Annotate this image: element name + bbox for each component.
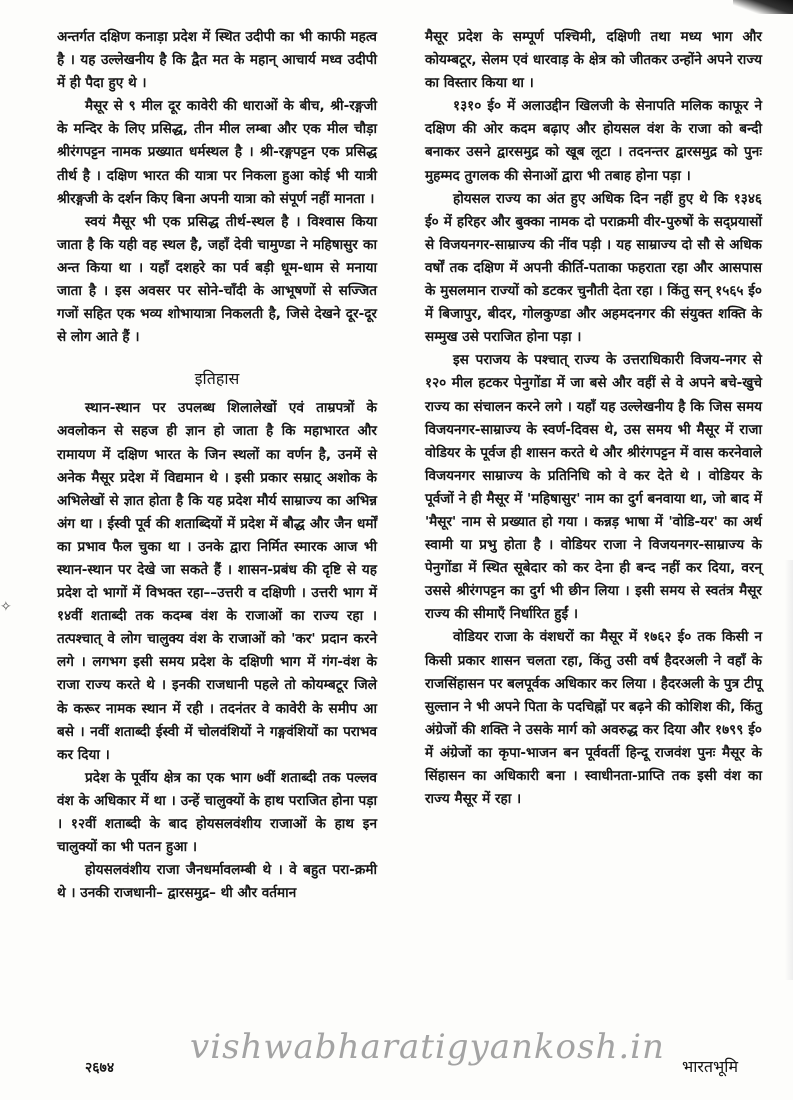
paragraph: अन्तर्गत दक्षिण कनाड़ा प्रदेश में स्थित उदीपी का भी काफी महत्व है । यह उल्लेखनीय है कि द्वैत मत के महान् आचार्य मध्व उदीपी में ही पैदा हुए थे । — [57, 29, 377, 92]
paragraph: मैसूर से ९ मील दूर कावेरी की धाराओं के बीच, श्री-रङ्गजी के मन्दिर के लिए प्रसिद्ध, तीन मील लम्बा और एक मील चौड़ा श्रीरंगपट्टन नामक प्रख्यात धर्मस्थल है । श्री-रङ्गपट्टन एक प्रसिद्ध तीर्थ है । दक्षिण भारत की यात्रा पर निकला हुआ कोई भी यात्री श्रीरङ्गजी के दर्शन किए बिना अपनी यात्रा को संपूर्ण नहीं मानता । — [57, 98, 377, 207]
left-column — [57, 26, 377, 905]
section-heading: इतिहास — [194, 369, 240, 389]
scan-corner-shadow — [733, 0, 793, 14]
paragraph: स्थान-स्थान पर उपलब्ध शिलालेखों एवं ताम्रपत्रों के अवलोकन से सहज ही ज्ञान हो जाता है कि महाभारत और रामायण में दक्षिण भारत के जिन स्थलों का वर्णन है, उनमें से अनेक मैसूर प्रदेश में विद्यमान थे । इसी प्रकार सम्राट् अशोक के अभिलेखों से ज्ञात होता है कि यह प्रदेश मौर्य साम्राज्य का अभिन्न अंग था । ईस्वी पूर्व की शताब्दियों में प्रदेश में बौद्ध और जैन धर्मों का प्रभाव फैल चुका था । उनके द्वारा निर्मित स्मारक आज भी स्थान-स्थान पर देखे जा सकते हैं । शासन-प्रबंध की दृष्टि से यह प्रदेश दो भागों में विभक्त रहा––उत्तरी व दक्षिणी । उत्तरी भाग में १४वीं शताब्दी तक कदम्ब वंश के राजाओं का राज्य रहा । तत्पश्चात् वे लोग चालुक्य वंश के राजाओं को 'कर' प्रदान करने लगे । लगभग इसी समय प्रदेश के दक्षिणी भाग में गंग-वंश के राजा राज्य करते थे । इनकी राजधानी पहले तो कोयम्बटूर जिले के करूर नामक स्थान में रही । तदनंतर वे कावेरी के समीप आ बसे । नवीं शताब्दी ईस्वी में चोलवंशियों ने गङ्गवंशियों का पराभव कर दिया । — [57, 400, 377, 763]
paragraph: इस पराजय के पश्चात् राज्य के उत्तराधिकारी विजय-नगर से १२० मील हटकर पेनुगोंडा में जा बसे और वहीं से वे अपने बचे-खुचे राज्य का संचालन करने लगे । यहाँ यह उल्लेखनीय है कि जिस समय विजयनगर-साम्राज्य के स्वर्ण-दिवस थे, उस समय भी मैसूर में राजा वोडियर के पूर्वज ही शासन करते थे और श्रीरंगपट्टन में वास करनेवाले विजयनगर साम्राज्य के प्रतिनिधि को वे कर देते थे । वोडियर के पूर्वजों ने ही मैसूर में 'महिषासुर' नाम का दुर्ग बनवाया था, जो बाद में 'मैसूर' नाम से प्रख्यात हो गया । कन्नड़ भाषा में 'वोडि-यर' का अर्थ स्वामी या प्रभु होता है । वोडियर राजा ने विजयनगर-साम्राज्य के पेनुगोंडा में स्थित सूबेदार को कर देना ही बन्द नहीं कर दिया, वरन् उससे श्रीरंगपट्टन का दुर्ग भी छीन लिया । इसी समय से स्वतंत्र मैसूर राज्य की सीमाएँ निर्धारित हुईं । — [425, 352, 762, 623]
paragraph: मैसूर प्रदेश के सम्पूर्ण पश्चिमी, दक्षिणी तथा मध्य भाग और कोयम्बटूर, सेलम एवं धारवाड़ के क्षेत्र को जीतकर उन्होंने अपने राज्य का विस्तार किया था । — [425, 29, 762, 92]
paragraph: होयसलवंशीय राजा जैनधर्मावलम्बी थे । वे बहुत परा-क्रमी थे । उनकी राजधानी– द्वारसमुद्र– थी और वर्तमान — [57, 862, 377, 902]
paragraph: प्रदेश के पूर्वीय क्षेत्र का एक भाग ७वीं शताब्दी तक पल्लव वंश के अधिकार में था । उन्हें चालुक्यों के हाथ पराजित होना पड़ा । १२वीं शताब्दी के बाद होयसलवंशीय राजाओं के हाथ इन चालुक्यों का भी पतन हुआ । — [57, 769, 377, 856]
watermark: vishwabharatigyankosh.in — [190, 1027, 665, 1067]
book-title: भारतभूमि — [682, 1057, 739, 1076]
scan-edge-shading — [785, 560, 793, 980]
paragraph: होयसल राज्य का अंत हुए अधिक दिन नहीं हुए थे कि १३४६ ई० में हरिहर और बुक्का नामक दो पराक्रमी वीर-पुरुषों के सद्प्रयासों से विजयनगर-साम्राज्य की नींव पड़ी । यह साम्राज्य दो सौ से अधिक वर्षों तक दक्षिण में अपनी कीर्ति-पताका फहराता रहा और आसपास के मुसलमान राज्यों को डटकर चुनौती देता रहा । किंतु सन् १५६५ ई० में बिजापुर, बीदर, गोलकुण्डा और अहमदनगर की संयुक्त शक्ति के सम्मुख उसे पराजित होना पड़ा । — [425, 190, 762, 346]
page-number: २६७४ — [85, 1060, 115, 1076]
paragraph: वोडियर राजा के वंशधरों का मैसूर में १७६२ ई० तक किसी न किसी प्रकार शासन चलता रहा, किंतु उसी वर्ष हैदरअली ने वहाँ के राजसिंहासन पर बलपूर्वक अधिकार कर लिया । हैदरअली के पुत्र टीपू सुल्तान ने भी अपने पिता के पदचिह्नों पर बढ़ने की कोशिश की, किंतु अंग्रेजों की शक्ति ने उसके मार्ग को अवरुद्ध कर दिया और १७९९ ई० में अंग्रेजों का कृपा-भाजन बन पूर्ववर्ती हिन्दू राजवंश पुनः मैसूर के सिंहासन का अधिकारी बना । स्वाधीनता-प्राप्ति तक इसी वंश का राज्य मैसूर में रहा । — [425, 629, 762, 808]
binding-mark-icon: ✧ — [0, 599, 12, 615]
paragraph: स्वयं मैसूर भी एक प्रसिद्ध तीर्थ-स्थल है । विश्वास किया जाता है कि यही वह स्थल है, जहाँ देवी चामुण्डा ने महिषासुर का अन्त किया था । यहाँ दशहरे का पर्व बड़ी धूम-धाम से मनाया जाता है । इस अवसर पर सोने-चाँदी के आभूषणों से सज्जित गजों सहित एक भव्य शोभायात्रा निकलती है, जिसे देखने दूर-दूर से लोग आते हैं । — [57, 213, 377, 346]
paragraph: १३१० ई० में अलाउद्दीन खिलजी के सेनापति मलिक काफूर ने दक्षिण की ओर कदम बढ़ाए और होयसल वंश के राजा को बन्दी बनाकर उसने द्वारसमुद्र को खूब लूटा । तदनन्तर द्वारसमुद्र को पुनः मुहम्मद तुगलक की सेनाओं द्वारा भी तबाह होना पड़ा । — [425, 98, 762, 184]
right-column — [425, 26, 762, 811]
